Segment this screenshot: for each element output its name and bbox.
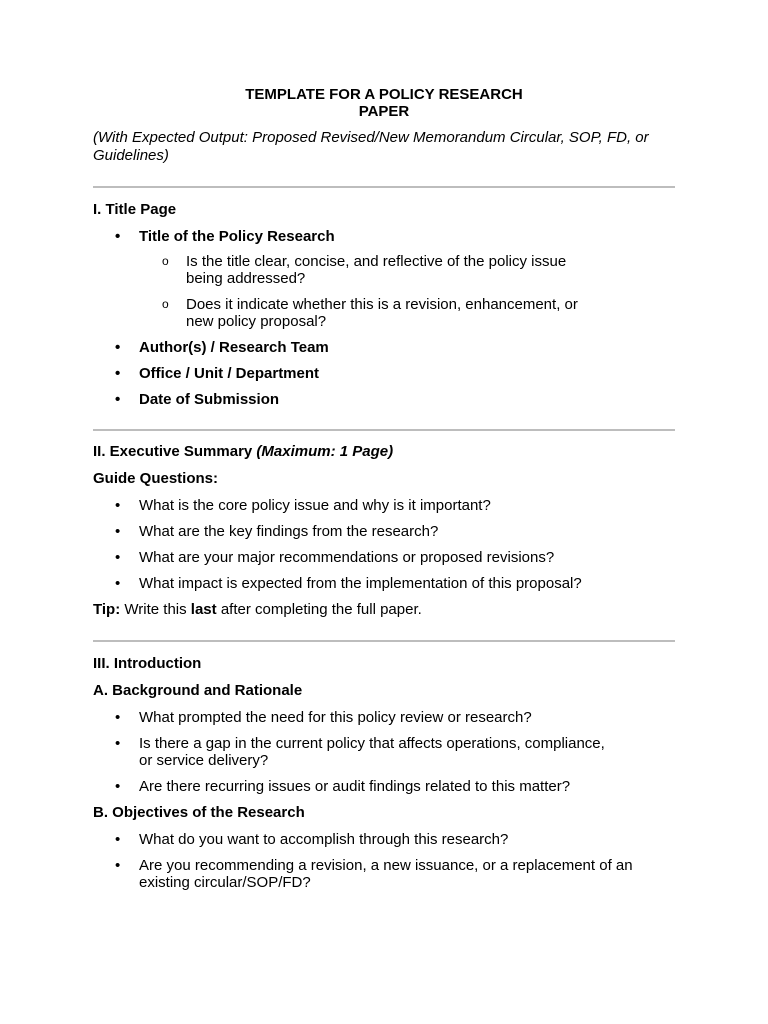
executive-summary-list (93, 497, 675, 592)
document-title (93, 86, 675, 120)
list-item: • What do you want to accomplish through this research? (93, 831, 675, 848)
title-line-2: PAPER (358, 103, 410, 120)
tip-label: Tip: (93, 601, 121, 618)
list-item: • Author(s) / Research Team (93, 339, 675, 356)
list-item: • Title of the Policy Research (93, 228, 675, 245)
title-page-list (93, 228, 675, 408)
list-item: • Are you recommending a revision, a new issuance, or a replacement of an existing circular/SOP/FD? (93, 857, 639, 891)
sub-list-item: o Is the title clear, concise, and reflective of the policy issue being addressed? (93, 253, 606, 287)
section-divider (93, 429, 675, 431)
subsection-heading-background: A. Background and Rationale (93, 682, 303, 699)
document-page (93, 86, 675, 891)
document-subtitle: (With Expected Output: Proposed Revised/New Memorandum Circular, SOP, FD, or Guidelines) (93, 129, 649, 164)
list-item: • What are the key findings from the research? (93, 523, 675, 540)
list-item: • What is the core policy issue and why is it important? (93, 497, 675, 514)
section-heading-introduction: III. Introduction (93, 655, 202, 672)
section-heading-executive-summary (93, 443, 675, 461)
tip-text-before: Write this (124, 601, 187, 618)
section-divider (93, 640, 675, 642)
subsection-heading-objectives: B. Objectives of the Research (93, 804, 305, 821)
list-item: • Date of Submission (93, 391, 675, 408)
guide-questions-label: Guide Questions: (93, 470, 219, 487)
executive-summary-note: (Maximum: 1 Page) (256, 443, 394, 460)
section-divider (93, 186, 675, 188)
sub-list-item: o Does it indicate whether this is a revision, enhancement, or new policy proposal? (93, 296, 606, 330)
list-item: • What impact is expected from the implementation of this proposal? (93, 575, 675, 592)
tip-note (93, 601, 675, 619)
tip-emphasis: last (190, 601, 217, 618)
list-item: • What prompted the need for this policy review or research? (93, 709, 675, 726)
executive-summary-heading: II. Executive Summary (93, 443, 253, 460)
section-heading-title-page: I. Title Page (93, 201, 177, 218)
list-item: • Is there a gap in the current policy that affects operations, compliance, or service delivery? (93, 735, 619, 769)
list-item: • Office / Unit / Department (93, 365, 675, 382)
list-item: • Are there recurring issues or audit findings related to this matter? (93, 778, 675, 795)
objectives-list (93, 831, 675, 891)
list-item: • What are your major recommendations or proposed revisions? (93, 549, 675, 566)
tip-text-after: after completing the full paper. (220, 601, 422, 618)
title-line-1: TEMPLATE FOR A POLICY RESEARCH (245, 86, 523, 103)
background-list (93, 709, 675, 795)
